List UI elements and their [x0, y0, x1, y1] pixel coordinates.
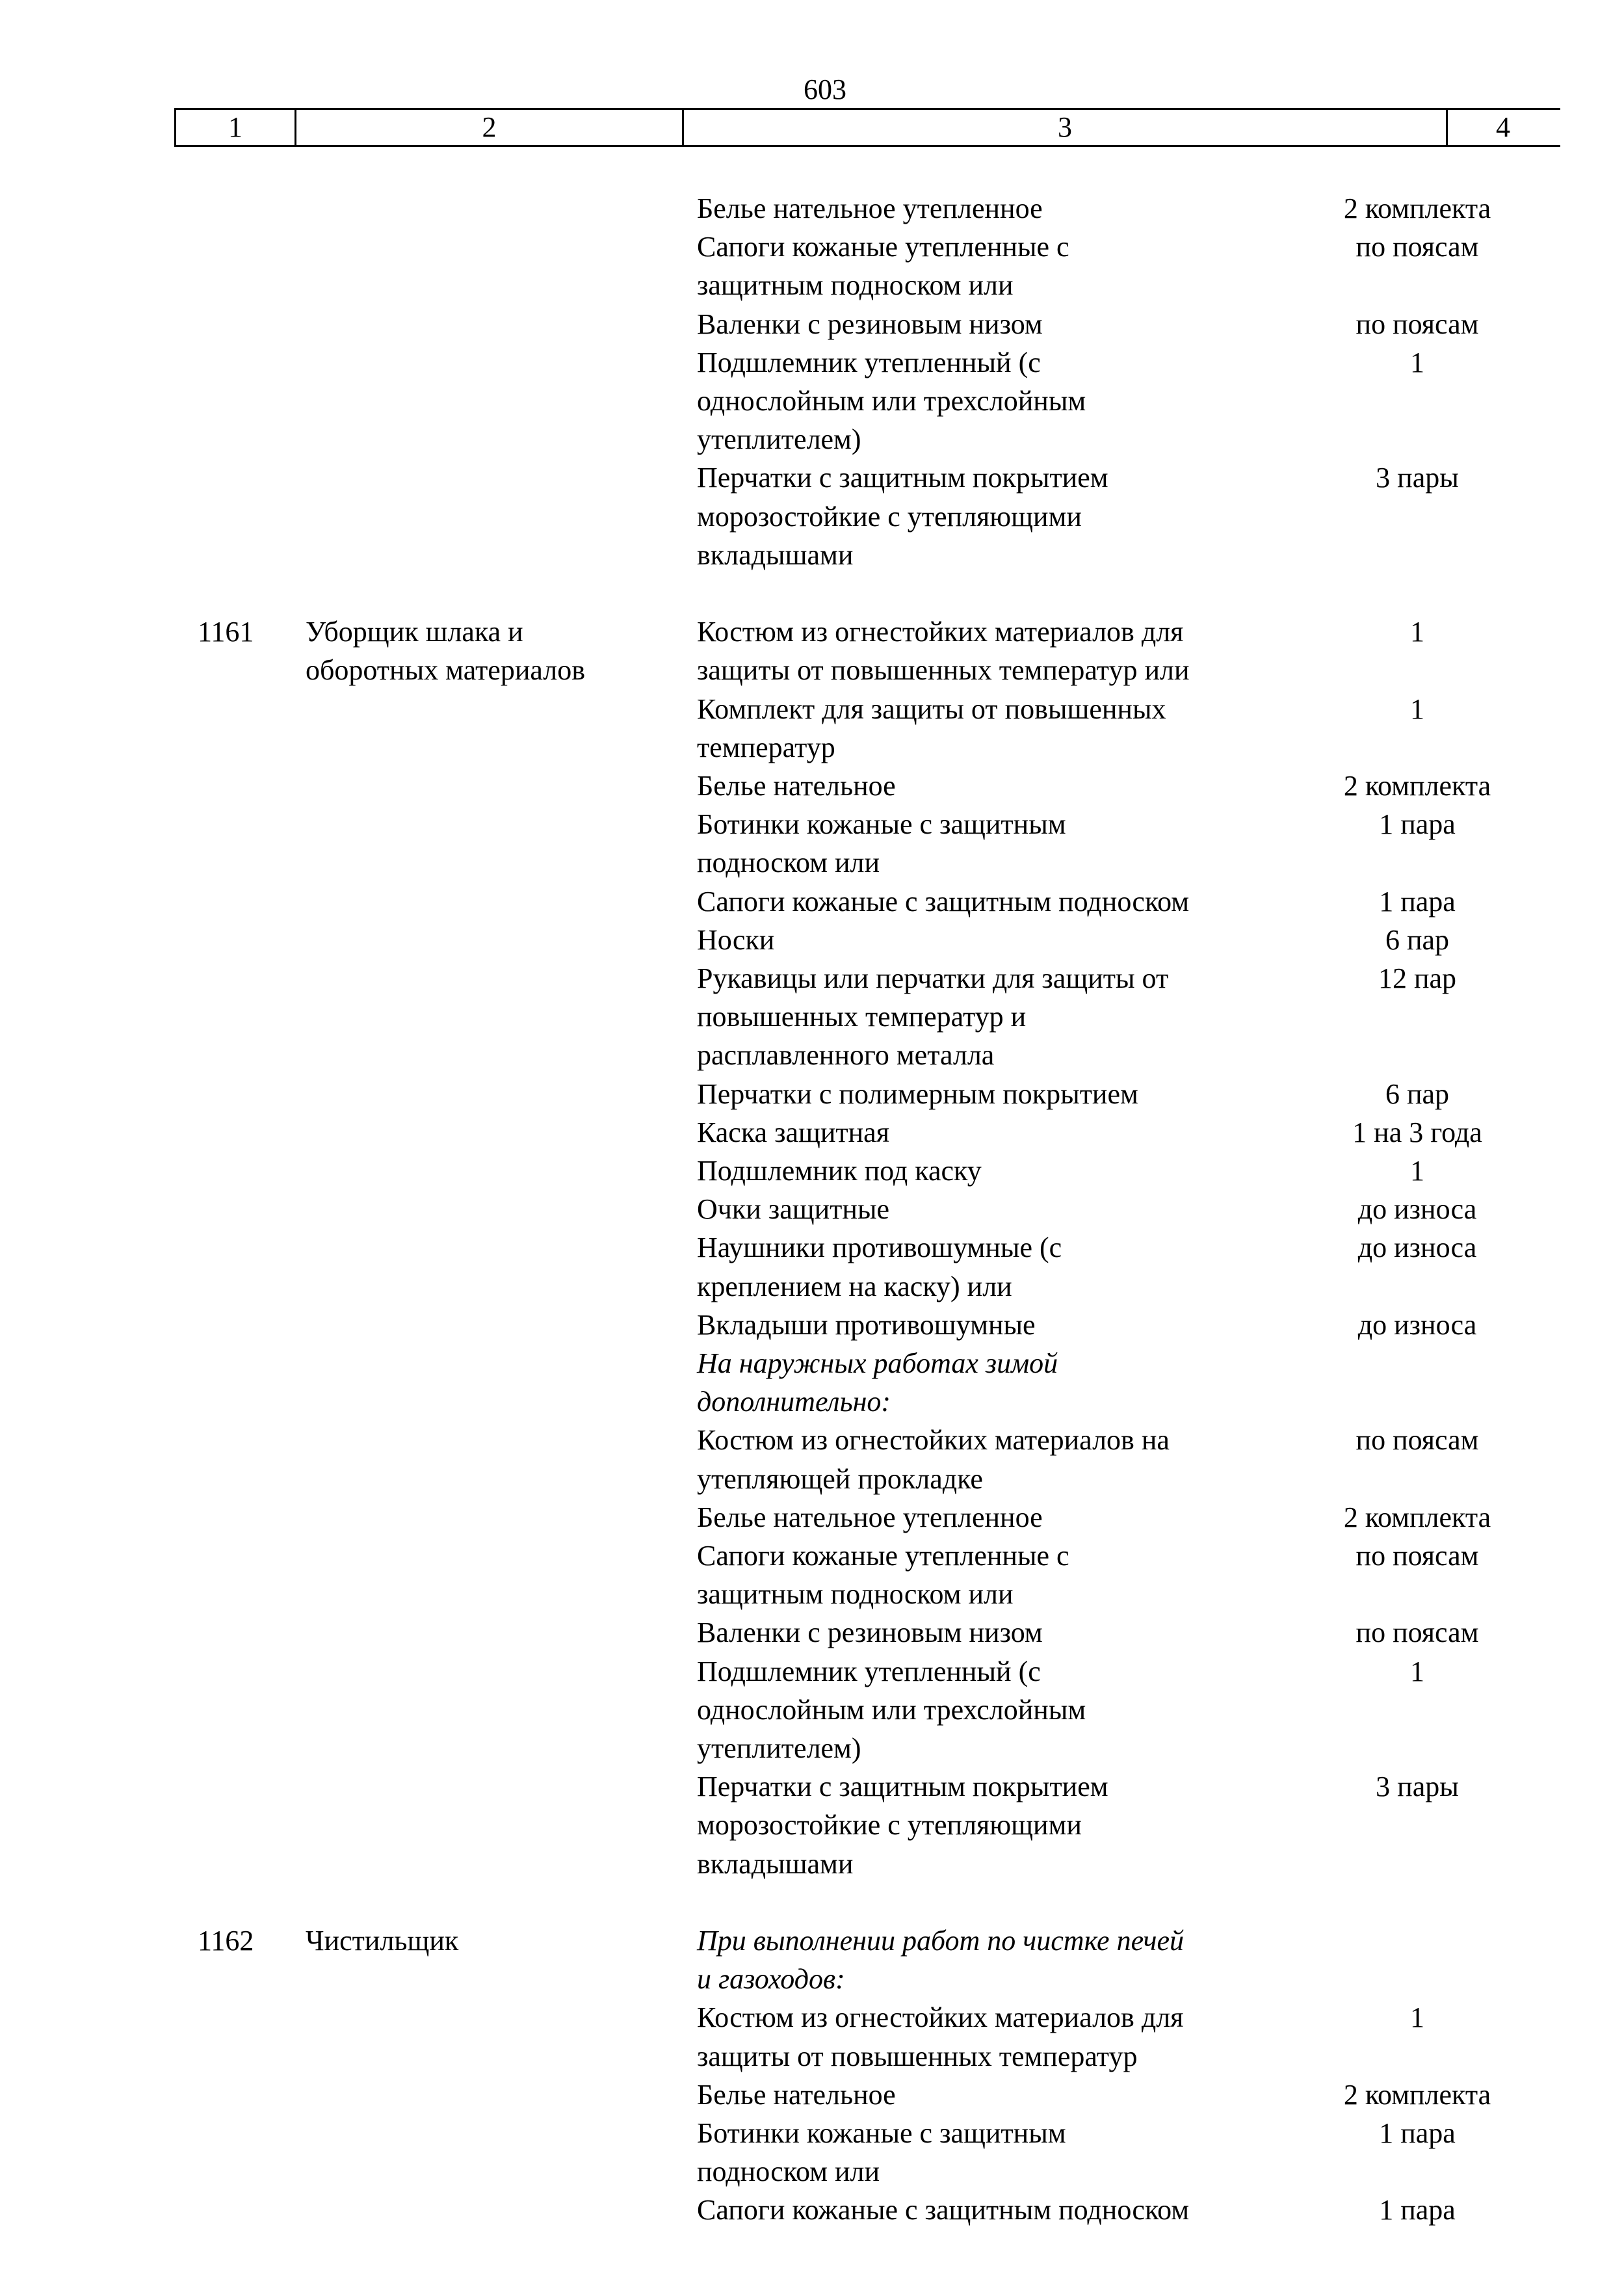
entry-1161-item-quantity: 1 пара [1379, 808, 1456, 840]
entry-1161-item-text: дополнительно: [697, 1386, 891, 1418]
entry-1161-item-text: Рукавицы или перчатки для защиты от [697, 962, 1169, 994]
entry-1161-item-text: Белье нательное утепленное [697, 1501, 1043, 1533]
continuation-item-text: однослойным или трехслойным [697, 385, 1086, 417]
entry-1161-item-text: Носки [697, 924, 775, 956]
entry-1161-item-text: креплением на каску) или [697, 1271, 1012, 1302]
column-header-3: 3 [1058, 111, 1072, 143]
continuation-item-text: Сапоги кожаные утепленные с [697, 231, 1069, 263]
entry-1162-item-quantity: 2 комплекта [1343, 2079, 1491, 2111]
continuation-item-quantity: 2 комплекта [1343, 192, 1491, 224]
entry-1161-item-text: подноском или [697, 847, 880, 878]
entry-1161-item-text: Перчатки с полимерным покрытием [697, 1078, 1138, 1110]
entry-1162-item-text: подноском или [697, 2156, 880, 2187]
entry-1161-item-text: Комплект для защиты от повышенных [697, 693, 1166, 725]
entry-1161-item-text: На наружных работах зимой [697, 1347, 1058, 1379]
entry-1161-item-quantity: 2 комплекта [1343, 770, 1491, 802]
continuation-item-quantity: 1 [1410, 347, 1424, 378]
entry-1161-item-text: повышенных температур и [697, 1001, 1027, 1033]
entry-1161-item-text: Наушники противошумные (с [697, 1232, 1062, 1263]
entry-1161-item-quantity: 1 [1410, 693, 1424, 725]
entry-1161-item-text: температур [697, 732, 835, 763]
continuation-item-text: Валенки с резиновым низом [697, 308, 1043, 340]
entry-1161-item-text: утеплителем) [697, 1732, 861, 1764]
continuation-item-text: Подшлемник утепленный (с [697, 347, 1041, 378]
entry-1161-item-text: Сапоги кожаные с защитным подноском [697, 886, 1190, 917]
entry-1162-item-text: защиты от повышенных температур [697, 2040, 1138, 2072]
entry-1161-item-quantity: 1 [1410, 1656, 1424, 1687]
column-header-4: 4 [1496, 111, 1510, 143]
entry-1161-item-text: Каска защитная [697, 1116, 889, 1148]
entry-1161-item-text: защиты от повышенных температур или [697, 654, 1190, 686]
entry-1161-item-text: однослойным или трехслойным [697, 1694, 1086, 1726]
page-number: 603 [804, 73, 846, 105]
entry-1161-item-quantity: 1 пара [1379, 886, 1456, 917]
entry-1162-item-quantity: 1 пара [1379, 2194, 1456, 2226]
continuation-item-quantity: 3 пары [1376, 462, 1459, 494]
entry-1161-item-text: Костюм из огнестойких материалов для [697, 616, 1184, 648]
entry-1161-item-quantity: 1 [1410, 616, 1424, 648]
entry-number: 1161 [198, 616, 254, 648]
continuation-item-text: морозостойкие с утепляющими [697, 501, 1082, 533]
entry-1161-item-quantity: 3 пары [1376, 1771, 1459, 1802]
entry-1161-item-quantity: 6 пар [1385, 924, 1450, 956]
entry-1162-item-text: При выполнении работ по чистке печей [697, 1925, 1185, 1957]
entry-1162-item-text: Белье нательное [697, 2079, 896, 2111]
continuation-item-text: защитным подноском или [697, 269, 1014, 301]
entry-1161-item-text: Вкладыши противошумные [697, 1309, 1036, 1341]
entry-1162-item-quantity: 1 [1410, 2001, 1424, 2033]
column-header-2: 2 [482, 111, 497, 143]
entry-1161-item-text: Костюм из огнестойких материалов на [697, 1424, 1170, 1456]
entry-1161-item-quantity: по поясам [1356, 1424, 1479, 1456]
entry-profession: Уборщик шлака и [306, 616, 523, 648]
entry-1161-item-text: расплавленного металла [697, 1039, 995, 1071]
entry-1161-item-quantity: 6 пар [1385, 1078, 1450, 1110]
continuation-item-quantity: по поясам [1356, 231, 1479, 263]
continuation-item-quantity: по поясам [1356, 308, 1479, 340]
entry-1161-item-text: морозостойкие с утепляющими [697, 1809, 1082, 1841]
entry-1161-item-quantity: 2 комплекта [1343, 1501, 1491, 1533]
entry-1161-item-quantity: до износа [1357, 1309, 1477, 1341]
continuation-item-text: утеплителем) [697, 423, 861, 455]
entry-1162-item-quantity: 1 пара [1379, 2117, 1456, 2149]
continuation-item-text: вкладышами [697, 539, 854, 571]
column-header-1: 1 [228, 111, 242, 143]
entry-1161-item-text: Белье нательное [697, 770, 896, 802]
entry-1161-item-text: защитным подноском или [697, 1578, 1014, 1610]
entry-1162-item-text: и газоходов: [697, 1963, 845, 1995]
entry-1161-item-quantity: до износа [1357, 1232, 1477, 1263]
entry-1161-item-text: Валенки с резиновым низом [697, 1616, 1043, 1648]
entry-1161-item-quantity: 1 [1410, 1155, 1424, 1187]
entry-1161-item-text: вкладышами [697, 1848, 854, 1880]
entry-1161-item-quantity: по поясам [1356, 1540, 1479, 1572]
entry-1161-item-quantity: по поясам [1356, 1616, 1479, 1648]
entry-1161-item-text: Подшлемник утепленный (с [697, 1656, 1041, 1687]
entry-1161-item-quantity: 1 на 3 года [1352, 1116, 1482, 1148]
entry-1161-item-text: Ботинки кожаные с защитным [697, 808, 1066, 840]
entry-1161-item-text: Подшлемник под каску [697, 1155, 982, 1187]
entry-1161-item-text: Очки защитные [697, 1193, 890, 1225]
entry-1161-item-text: Сапоги кожаные утепленные с [697, 1540, 1069, 1572]
entry-1161-item-quantity: до износа [1357, 1193, 1477, 1225]
continuation-item-text: Перчатки с защитным покрытием [697, 462, 1108, 494]
entry-profession: Чистильщик [306, 1925, 459, 1957]
entry-1162-item-text: Сапоги кожаные с защитным подноском [697, 2194, 1190, 2226]
entry-1161-item-text: утепляющей прокладке [697, 1463, 983, 1495]
entry-1162-item-text: Костюм из огнестойких материалов для [697, 2001, 1184, 2033]
continuation-item-text: Белье нательное утепленное [697, 192, 1043, 224]
entry-1161-item-text: Перчатки с защитным покрытием [697, 1771, 1108, 1802]
entry-1162-item-text: Ботинки кожаные с защитным [697, 2117, 1066, 2149]
entry-profession: оборотных материалов [306, 654, 586, 686]
entry-number: 1162 [198, 1925, 254, 1957]
entry-1161-item-quantity: 12 пар [1378, 962, 1457, 994]
